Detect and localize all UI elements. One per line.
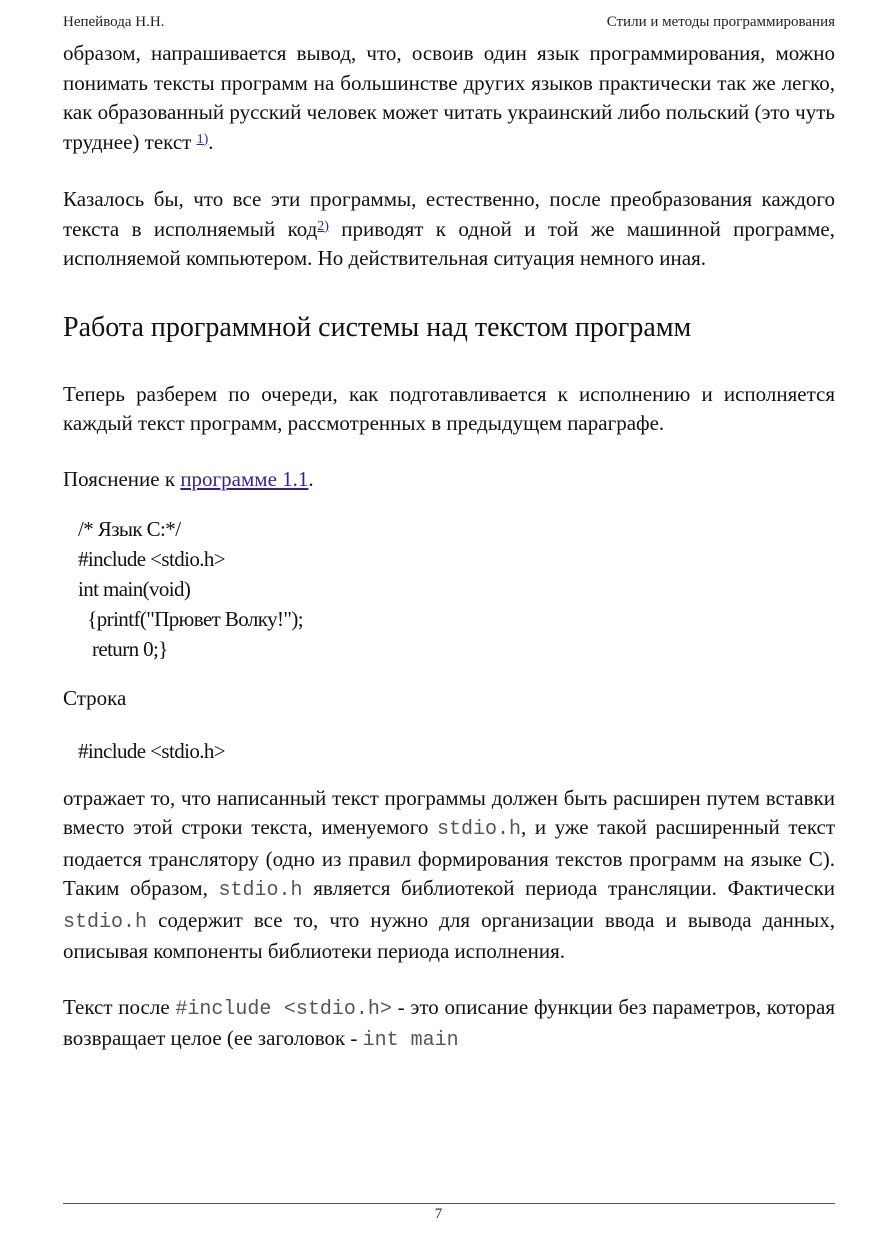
code-line: int main(void) xyxy=(78,577,191,601)
program-link[interactable]: программе 1.1 xyxy=(180,466,309,491)
inline-code: stdio.h xyxy=(218,879,303,902)
paragraph-7: Текст после #include <stdio.h> - это описание функции без параметров, которая возвращает целое (ее заголовок - int main xyxy=(63,994,835,1052)
paragraph-3: Теперь разберем по очереди, как подготавливается к исполнению и исполняется каждый текст программ, рассмотренных в предыдущем параграфе. xyxy=(63,381,835,435)
inline-code: int main xyxy=(362,1029,459,1052)
footer-rule xyxy=(63,1203,835,1204)
paragraph-4: Пояснение к программе 1.1. xyxy=(63,466,314,491)
code-line: return 0;} xyxy=(78,637,168,661)
inline-code: stdio.h xyxy=(437,818,522,841)
header-title: Стили и методы программирования xyxy=(606,14,835,30)
paragraph-1: образом, напрашивается вывод, что, освоив один язык программирования, можно понимать тексты программ на большинстве других языков практически так же легко, как образованный русский человек может читать украинский либо польский (это чуть труднее) текст $^{1)}$. xyxy=(63,41,835,154)
page-content xyxy=(63,39,835,1056)
header-author: Непейвода Н.Н. xyxy=(63,14,165,30)
paragraph-6: отражает то, что написанный текст программы должен быть расширен путем вставки вместо этой строки текста, именуемого stdio.h, и уже такой расширенный текст подается транслятору (одно из правил формирования текстов программ на языке С). Таким образом, stdio.h является библиотекой периода трансляции. Фактически stdio.h содержит все то, что нужно для организации ввода и вывода данных, описывая компоненты библиотеки периода исполнения. xyxy=(63,785,835,963)
code-block xyxy=(63,514,835,664)
code-include-line: #include <stdio.h> xyxy=(78,738,226,763)
code-line: {printf("Прювет Волку!"); xyxy=(78,607,304,631)
inline-code: stdio.h xyxy=(63,910,148,934)
footnote-ref-1[interactable]: 1) xyxy=(196,131,209,147)
code-line: /* Язык С:*/ xyxy=(78,517,181,541)
footnote-ref-2[interactable]: 2) xyxy=(317,218,329,234)
paragraph-2: Казалось бы, что все эти программы, естественно, после преобразования каждого текста в исполняемый код$^{2)}$ приводят к одной и той же машинной программе, исполняемой компьютером. Но действительная ситуация немного иная. xyxy=(63,187,835,270)
paragraph-5: Строка xyxy=(63,686,127,710)
code-line: #include <stdio.h> xyxy=(78,547,226,571)
section-heading: Работа программной системы над текстом программ xyxy=(63,311,692,343)
inline-code: #include <stdio.h> xyxy=(175,997,392,1021)
page-number: 7 xyxy=(434,1206,443,1222)
